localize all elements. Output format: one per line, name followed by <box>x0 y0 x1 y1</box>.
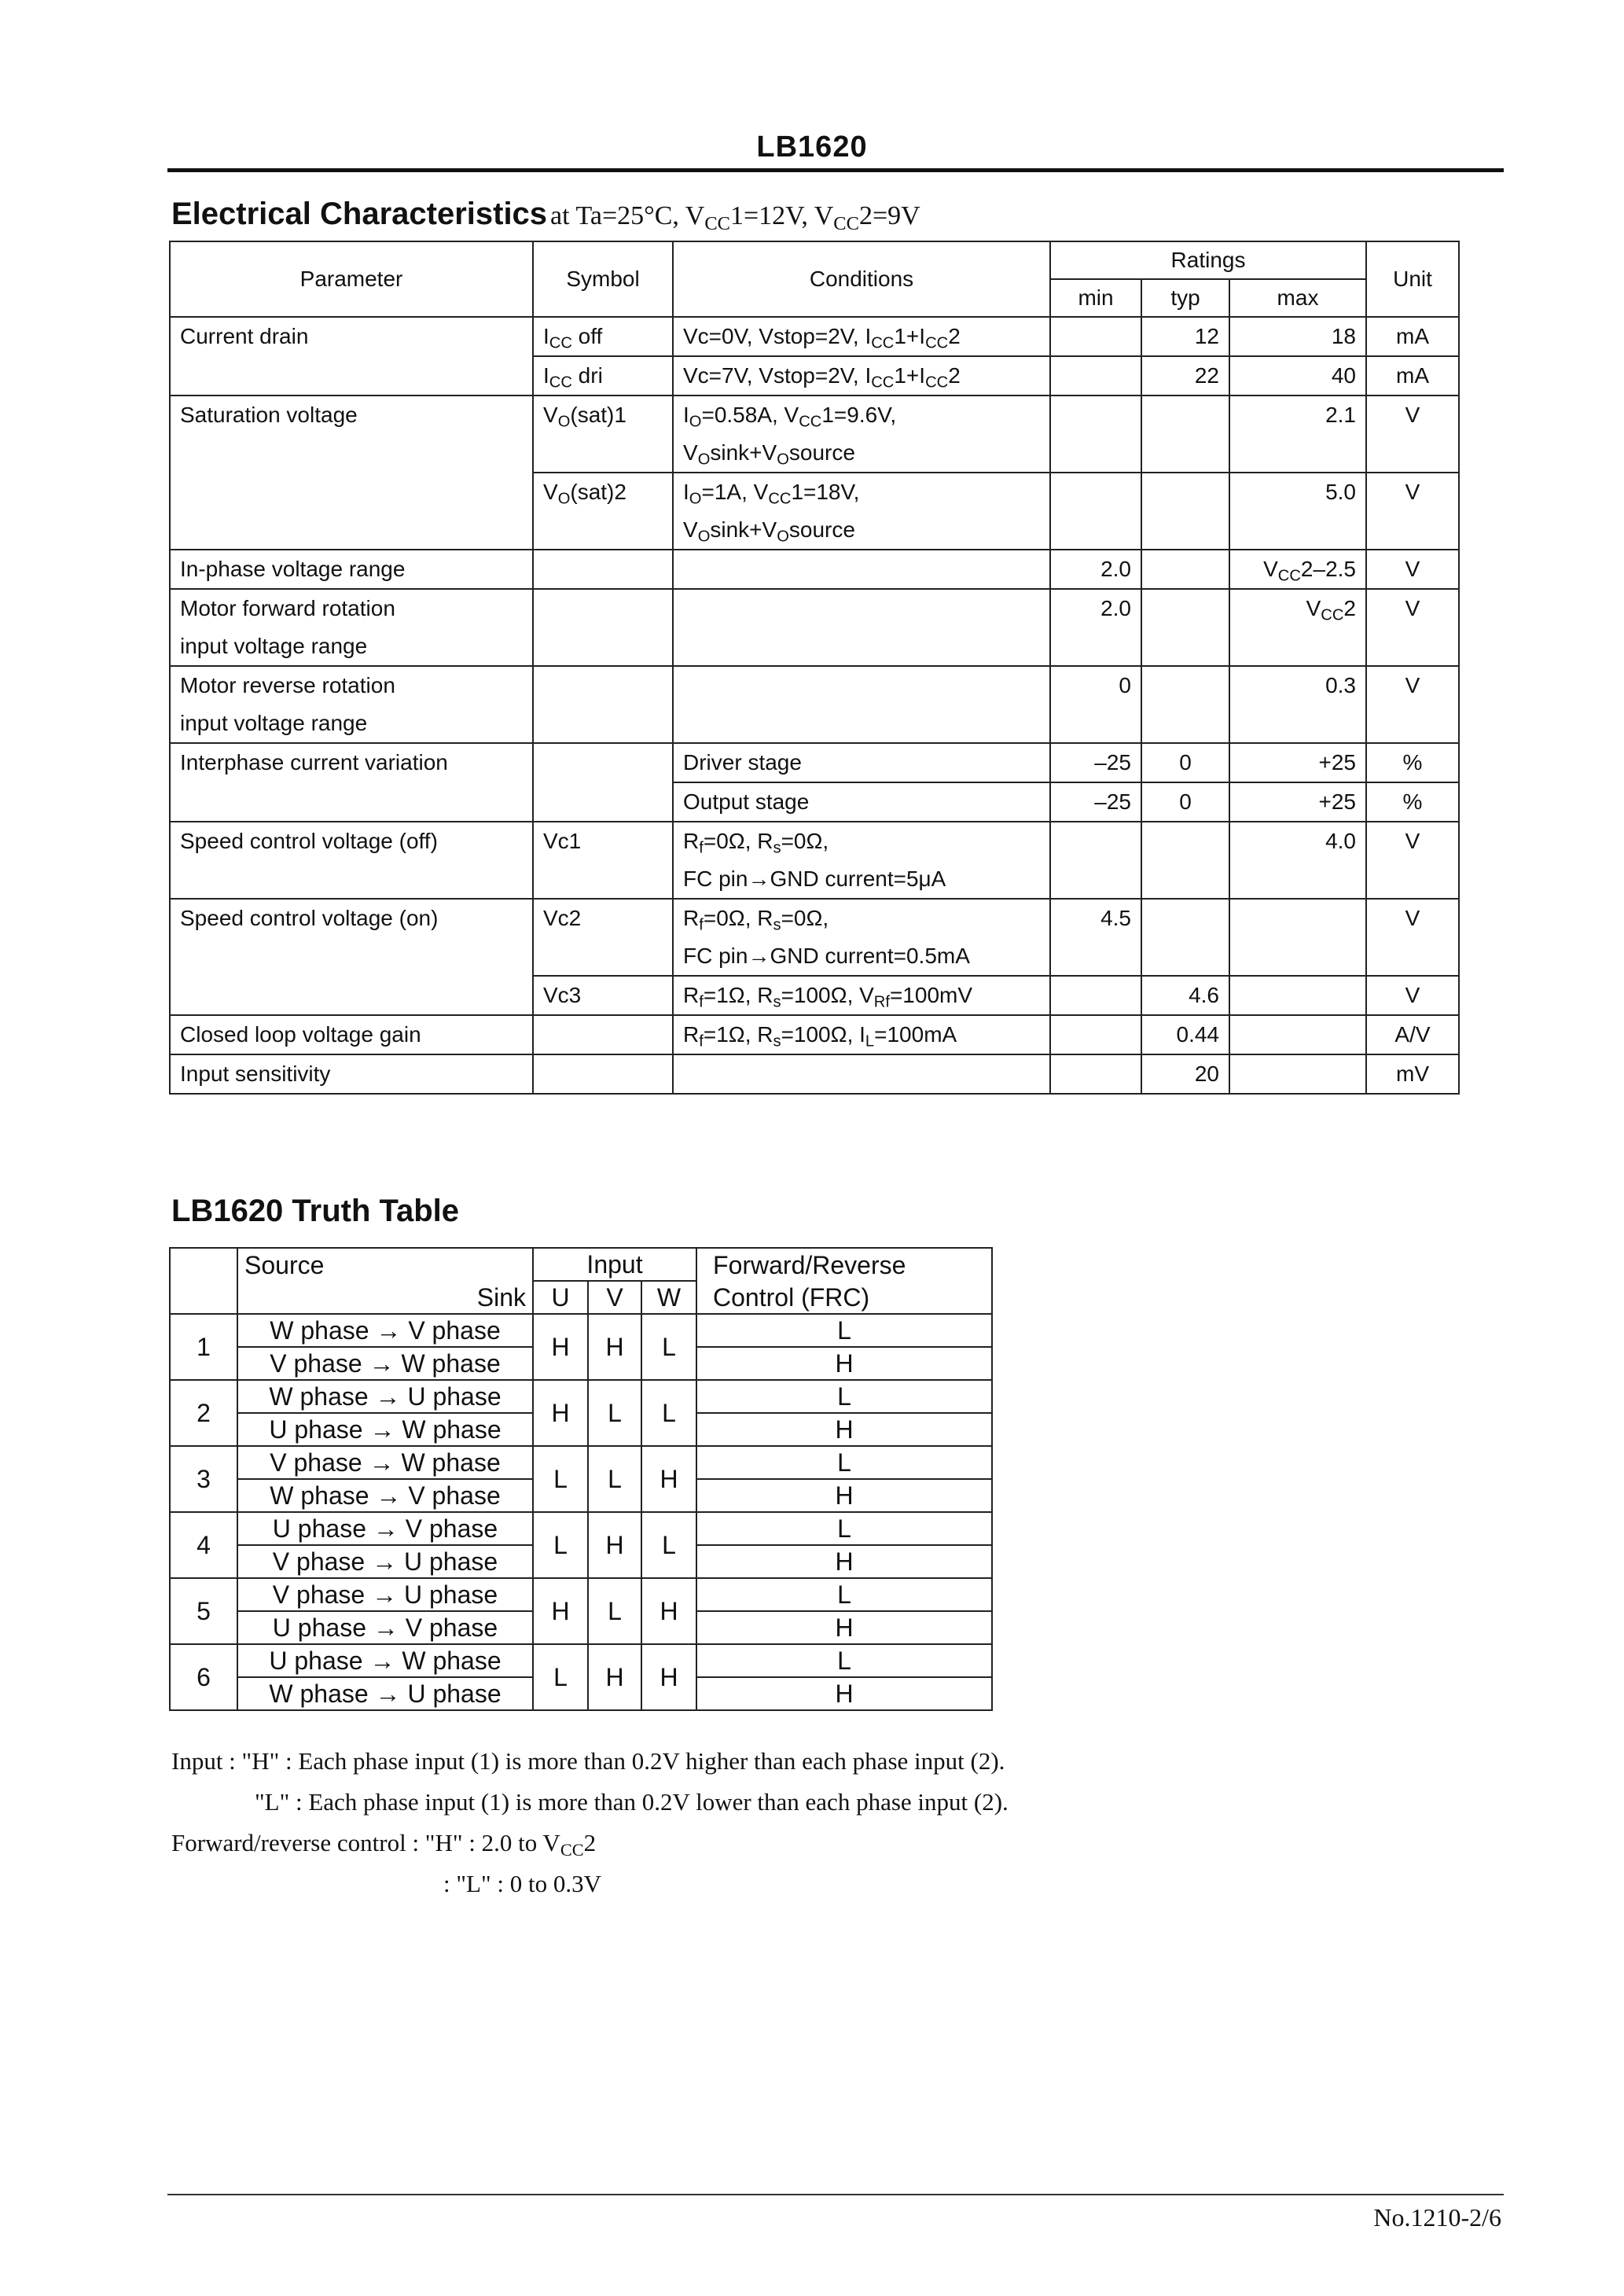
input-u: L <box>533 1512 588 1578</box>
symbol-cell <box>533 550 673 589</box>
phase-pair-1: U phase → W phase <box>237 1644 533 1677</box>
conditions-cell <box>673 1054 1050 1094</box>
param-cell: Motor reverse rotation input voltage range <box>170 666 533 743</box>
frc-value-1: L <box>696 1314 992 1347</box>
symbol-cell <box>533 589 673 666</box>
case-number: 1 <box>170 1314 237 1380</box>
unit-cell: V <box>1366 396 1459 473</box>
input-v: H <box>588 1644 641 1710</box>
input-w: H <box>641 1644 696 1710</box>
input-w: L <box>641 1380 696 1446</box>
typ-cell <box>1141 396 1229 473</box>
typ-cell: 20 <box>1141 1054 1229 1094</box>
symbol-cell <box>533 666 673 743</box>
table-row <box>170 822 1459 899</box>
table-row <box>170 666 1459 743</box>
typ-cell <box>1141 589 1229 666</box>
truth-subheader-row <box>170 1281 992 1314</box>
col-header-typ: typ <box>1141 279 1229 317</box>
input-v: L <box>588 1380 641 1446</box>
param-cell: Current drain <box>170 317 533 396</box>
symbol-cell <box>533 1054 673 1094</box>
symbol-cell: Vc1 <box>533 822 673 899</box>
unit-cell: V <box>1366 550 1459 589</box>
top-rule <box>167 168 1504 172</box>
typ-cell <box>1141 666 1229 743</box>
min-cell: 2.0 <box>1050 589 1141 666</box>
source-header: Source <box>237 1248 533 1281</box>
max-cell: $V_{CC}2-2.5$ <box>1229 550 1366 589</box>
case-number: 4 <box>170 1512 237 1578</box>
col-header-ratings: Ratings <box>1050 241 1366 279</box>
input-u: H <box>533 1578 588 1644</box>
col-header-unit: Unit <box>1366 241 1459 317</box>
document-title: LB1620 <box>756 131 868 164</box>
input-v: H <box>588 1512 641 1578</box>
symbol-cell: Vc2 <box>533 899 673 976</box>
col-header-conditions: Conditions <box>673 241 1050 317</box>
table-row <box>170 1054 1459 1094</box>
conditions-cell: $I_O=0.58A$, $V_{CC}1=9.6V$, $V_O\sin k+V_Osource$ <box>673 396 1050 473</box>
input-v: L <box>588 1446 641 1512</box>
min-cell <box>1050 976 1141 1015</box>
conditions-cell: Vc=0V, Vstop=2V, $I_{CC}1+I_{CC}2$ <box>673 317 1050 356</box>
phase-pair-2: W phase → V phase <box>237 1479 533 1512</box>
frc-header-line2: Control (FRC) <box>696 1281 992 1314</box>
conditions-cell <box>673 589 1050 666</box>
conditions-cell: Output stage <box>673 782 1050 822</box>
max-cell: 40 <box>1229 356 1366 396</box>
max-cell: 18 <box>1229 317 1366 356</box>
min-cell <box>1050 356 1141 396</box>
conditions-cell: Driver stage <box>673 743 1050 782</box>
min-cell <box>1050 822 1141 899</box>
truth-table-body <box>170 1314 992 1710</box>
param-cell: Speed control voltage (on) <box>170 899 533 1015</box>
conditions-cell: $R_f=1\Omega$, $R_s=100\Omega$, $I_L=100mA$ <box>673 1015 1050 1054</box>
frc-value-2: H <box>696 1611 992 1644</box>
case-number: 5 <box>170 1578 237 1644</box>
input-v: L <box>588 1578 641 1644</box>
param-cell: Speed control voltage (off) <box>170 822 533 899</box>
input-w: H <box>641 1446 696 1512</box>
case-number: 3 <box>170 1446 237 1512</box>
typ-cell: 4.6 <box>1141 976 1229 1015</box>
input-w: H <box>641 1578 696 1644</box>
unit-cell: V <box>1366 589 1459 666</box>
input-w-header: W <box>641 1281 696 1314</box>
conditions-cell: $R_f=0\Omega$, $R_s=0\Omega$, FC pin→GND current=0.5mA <box>673 899 1050 976</box>
input-w: L <box>641 1314 696 1380</box>
param-cell: In-phase voltage range <box>170 550 533 589</box>
frc-value-2: H <box>696 1479 992 1512</box>
bottom-rule <box>167 2194 1504 2195</box>
page-number: No.1210-2/6 <box>1373 2203 1501 2232</box>
section-title: Electrical Characteristics <box>171 197 548 231</box>
phase-pair-1: U phase → V phase <box>237 1512 533 1545</box>
min-cell: –25 <box>1050 782 1141 822</box>
truth-table-heading: LB1620 Truth Table <box>171 1194 460 1228</box>
input-u: L <box>533 1644 588 1710</box>
unit-cell: V <box>1366 899 1459 976</box>
table-row <box>170 550 1459 589</box>
typ-cell <box>1141 899 1229 976</box>
max-cell: 0.3 <box>1229 666 1366 743</box>
symbol-cell: $I_{CC}$ dri <box>533 356 673 396</box>
phase-pair-1: V phase → W phase <box>237 1446 533 1479</box>
phase-pair-1: W phase → V phase <box>237 1314 533 1347</box>
param-cell: Motor forward rotation input voltage range <box>170 589 533 666</box>
max-cell: 2.1 <box>1229 396 1366 473</box>
table-row <box>170 743 1459 782</box>
typ-cell: 0 <box>1141 782 1229 822</box>
col-header-parameter: Parameter <box>170 241 533 317</box>
note-input-h: Input : "H" : Each phase input (1) is more than 0.2V higher than each phase input (2). <box>171 1747 1005 1775</box>
phase-pair-2: U phase → W phase <box>237 1413 533 1446</box>
table-row <box>170 589 1459 666</box>
phase-pair-2: W phase → U phase <box>237 1677 533 1710</box>
note-frc-l: : "L" : 0 to 0.3V <box>443 1870 601 1897</box>
table-row <box>170 1015 1459 1054</box>
min-cell <box>1050 396 1141 473</box>
min-cell <box>1050 1054 1141 1094</box>
frc-value-1: L <box>696 1380 992 1413</box>
max-cell <box>1229 899 1366 976</box>
table-header-row <box>170 241 1459 279</box>
input-u: H <box>533 1314 588 1380</box>
typ-cell <box>1141 822 1229 899</box>
min-cell: –25 <box>1050 743 1141 782</box>
unit-cell: % <box>1366 743 1459 782</box>
typ-cell: 0.44 <box>1141 1015 1229 1054</box>
param-cell: Interphase current variation <box>170 743 533 822</box>
max-cell: +25 <box>1229 782 1366 822</box>
note-frc-h: Forward/reverse control : "H" : 2.0 to $V_{CC}2$ <box>171 1829 597 1860</box>
sink-header: Sink <box>237 1281 533 1314</box>
frc-value-1: L <box>696 1512 992 1545</box>
max-cell <box>1229 1054 1366 1094</box>
conditions-cell: $I_O=1A$, $V_{CC}1=18V$, $V_O\sin k+V_Osource$ <box>673 473 1050 550</box>
param-cell: Input sensitivity <box>170 1054 533 1094</box>
note-input-l: "L" : Each phase input (1) is more than 0.2V lower than each phase input (2). <box>255 1788 1009 1816</box>
truth-row <box>170 1644 992 1677</box>
typ-cell: 0 <box>1141 743 1229 782</box>
truth-row <box>170 1380 992 1413</box>
truth-header-row <box>170 1248 992 1281</box>
electrical-characteristics-table <box>169 241 1460 1095</box>
truth-row <box>170 1446 992 1479</box>
max-cell <box>1229 976 1366 1015</box>
param-cell: Saturation voltage <box>170 396 533 550</box>
param-cell: Closed loop voltage gain <box>170 1015 533 1054</box>
conditions-cell: Vc=7V, Vstop=2V, $I_{CC}1+I_{CC}2$ <box>673 356 1050 396</box>
electrical-characteristics-heading <box>171 197 920 232</box>
frc-value-2: H <box>696 1347 992 1380</box>
truth-row <box>170 1578 992 1611</box>
symbol-cell <box>533 1015 673 1054</box>
col-header-max: max <box>1229 279 1366 317</box>
unit-cell: mA <box>1366 317 1459 356</box>
input-w: L <box>641 1512 696 1578</box>
truth-table <box>169 1247 993 1711</box>
case-number: 2 <box>170 1380 237 1446</box>
min-cell: 0 <box>1050 666 1141 743</box>
notes <box>171 1741 1009 1904</box>
frc-value-1: L <box>696 1578 992 1611</box>
frc-value-2: H <box>696 1413 992 1446</box>
symbol-cell: $V_O(sat)1$ <box>533 396 673 473</box>
unit-cell: mV <box>1366 1054 1459 1094</box>
input-v: H <box>588 1314 641 1380</box>
phase-pair-2: U phase → V phase <box>237 1611 533 1644</box>
symbol-cell: $V_O(sat)2$ <box>533 473 673 550</box>
input-header: Input <box>533 1248 696 1281</box>
col-header-symbol: Symbol <box>533 241 673 317</box>
phase-pair-1: V phase → U phase <box>237 1578 533 1611</box>
input-u: H <box>533 1380 588 1446</box>
min-cell <box>1050 473 1141 550</box>
min-cell: 4.5 <box>1050 899 1141 976</box>
input-u-header: U <box>533 1281 588 1314</box>
max-cell <box>1229 1015 1366 1054</box>
phase-pair-1: W phase → U phase <box>237 1380 533 1413</box>
symbol-cell <box>533 743 673 822</box>
table-row <box>170 899 1459 976</box>
col-header-min: min <box>1050 279 1141 317</box>
conditions-cell <box>673 550 1050 589</box>
frc-value-1: L <box>696 1446 992 1479</box>
section-conditions: at Ta=25°C, $V_{CC}1=12V$, $V_{CC}2=9V$ <box>550 201 920 234</box>
truth-row <box>170 1512 992 1545</box>
min-cell <box>1050 317 1141 356</box>
unit-cell: A/V <box>1366 1015 1459 1054</box>
typ-cell: 22 <box>1141 356 1229 396</box>
input-u: L <box>533 1446 588 1512</box>
unit-cell: mA <box>1366 356 1459 396</box>
unit-cell: V <box>1366 666 1459 743</box>
unit-cell: V <box>1366 473 1459 550</box>
truth-row <box>170 1314 992 1347</box>
max-cell: 4.0 <box>1229 822 1366 899</box>
frc-header-line1: Forward/Reverse <box>696 1248 992 1281</box>
row-number-header <box>170 1248 237 1314</box>
symbol-cell: Vc3 <box>533 976 673 1015</box>
frc-value-2: H <box>696 1545 992 1578</box>
min-cell: 2.0 <box>1050 550 1141 589</box>
unit-cell: V <box>1366 822 1459 899</box>
max-cell: 5.0 <box>1229 473 1366 550</box>
phase-pair-2: V phase → U phase <box>237 1545 533 1578</box>
phase-pair-2: V phase → W phase <box>237 1347 533 1380</box>
min-cell <box>1050 1015 1141 1054</box>
max-cell: $V_{CC}2$ <box>1229 589 1366 666</box>
max-cell: +25 <box>1229 743 1366 782</box>
typ-cell <box>1141 550 1229 589</box>
typ-cell <box>1141 473 1229 550</box>
symbol-cell: $I_{CC}$ off <box>533 317 673 356</box>
frc-value-1: L <box>696 1644 992 1677</box>
table-row <box>170 317 1459 356</box>
conditions-cell <box>673 666 1050 743</box>
frc-value-2: H <box>696 1677 992 1710</box>
case-number: 6 <box>170 1644 237 1710</box>
conditions-cell: $R_f=0\Omega$, $R_s=0\Omega$, FC pin→GND current=5μA <box>673 822 1050 899</box>
unit-cell: V <box>1366 976 1459 1015</box>
conditions-cell: $R_f=1\Omega$, $R_s=100\Omega$, $V_{Rf}=100mV$ <box>673 976 1050 1015</box>
input-v-header: V <box>588 1281 641 1314</box>
unit-cell: % <box>1366 782 1459 822</box>
typ-cell: 12 <box>1141 317 1229 356</box>
table-row <box>170 396 1459 473</box>
